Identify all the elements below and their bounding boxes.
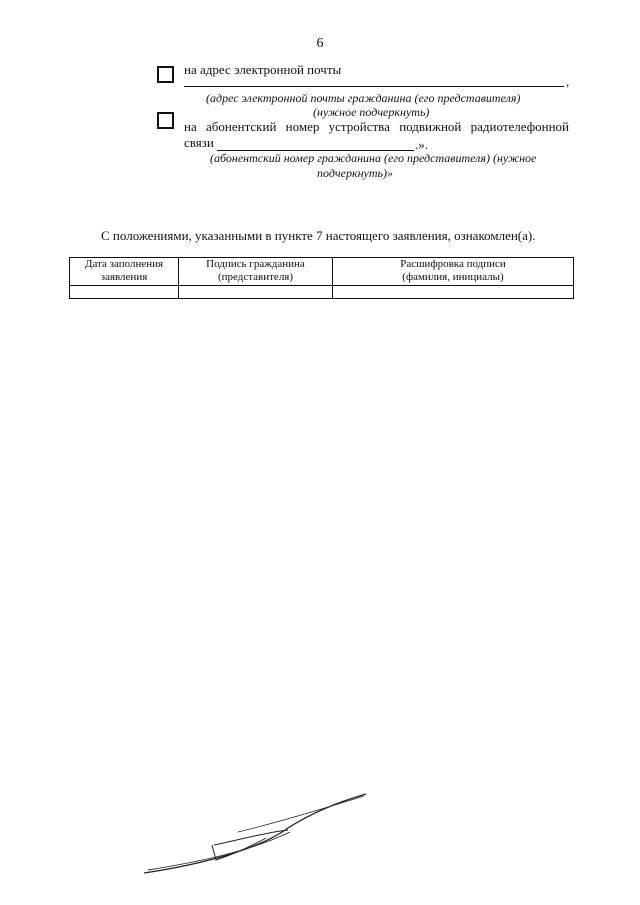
handwritten-signature bbox=[138, 790, 378, 880]
phone-option-label-line2: связи bbox=[184, 135, 214, 150]
email-option-checkbox[interactable] bbox=[157, 66, 174, 83]
phone-hint-line2: подчеркнуть)» bbox=[317, 166, 393, 180]
acknowledgement-text: С положениями, указанными в пункте 7 настоящего заявления, ознакомлен(а). bbox=[101, 228, 536, 243]
phone-hint-line1: (абонентский номер гражданина (его представителя) (нужное bbox=[210, 151, 537, 165]
email-hint-line2: (нужное подчеркнуть) bbox=[313, 105, 430, 119]
column-signature-line2: (представителя) bbox=[217, 271, 294, 283]
email-trailing-comma: , bbox=[566, 74, 570, 89]
email-address-line[interactable] bbox=[184, 86, 564, 87]
date-cell[interactable] bbox=[70, 286, 179, 299]
column-date-line2: заявления bbox=[100, 271, 148, 283]
column-decryption bbox=[333, 258, 574, 286]
decryption-cell[interactable] bbox=[333, 286, 574, 299]
column-date bbox=[70, 258, 179, 286]
column-signature bbox=[179, 258, 333, 286]
phone-option-checkbox[interactable] bbox=[157, 112, 174, 129]
signature-cell[interactable] bbox=[179, 286, 333, 299]
column-date-line1: Дата заполнения bbox=[84, 258, 164, 270]
column-decryption-line2: (фамилия, инициалы) bbox=[402, 271, 504, 283]
column-decryption-line1: Расшифровка подписи bbox=[400, 258, 506, 270]
column-signature-line1: Подпись гражданина bbox=[206, 258, 305, 270]
signature-table-header bbox=[70, 258, 574, 286]
email-option-label: на адрес электронной почты bbox=[184, 62, 342, 77]
email-hint-line1: (адрес электронной почты гражданина (его представителя) bbox=[206, 91, 521, 105]
signature-table bbox=[69, 257, 574, 299]
phone-option-label-line1: на абонентский номер устройства подвижной радиотелефонной bbox=[184, 119, 569, 134]
phone-trailing: .». bbox=[415, 137, 428, 152]
page-number: 6 bbox=[316, 36, 324, 51]
signature-table-row bbox=[70, 286, 574, 299]
